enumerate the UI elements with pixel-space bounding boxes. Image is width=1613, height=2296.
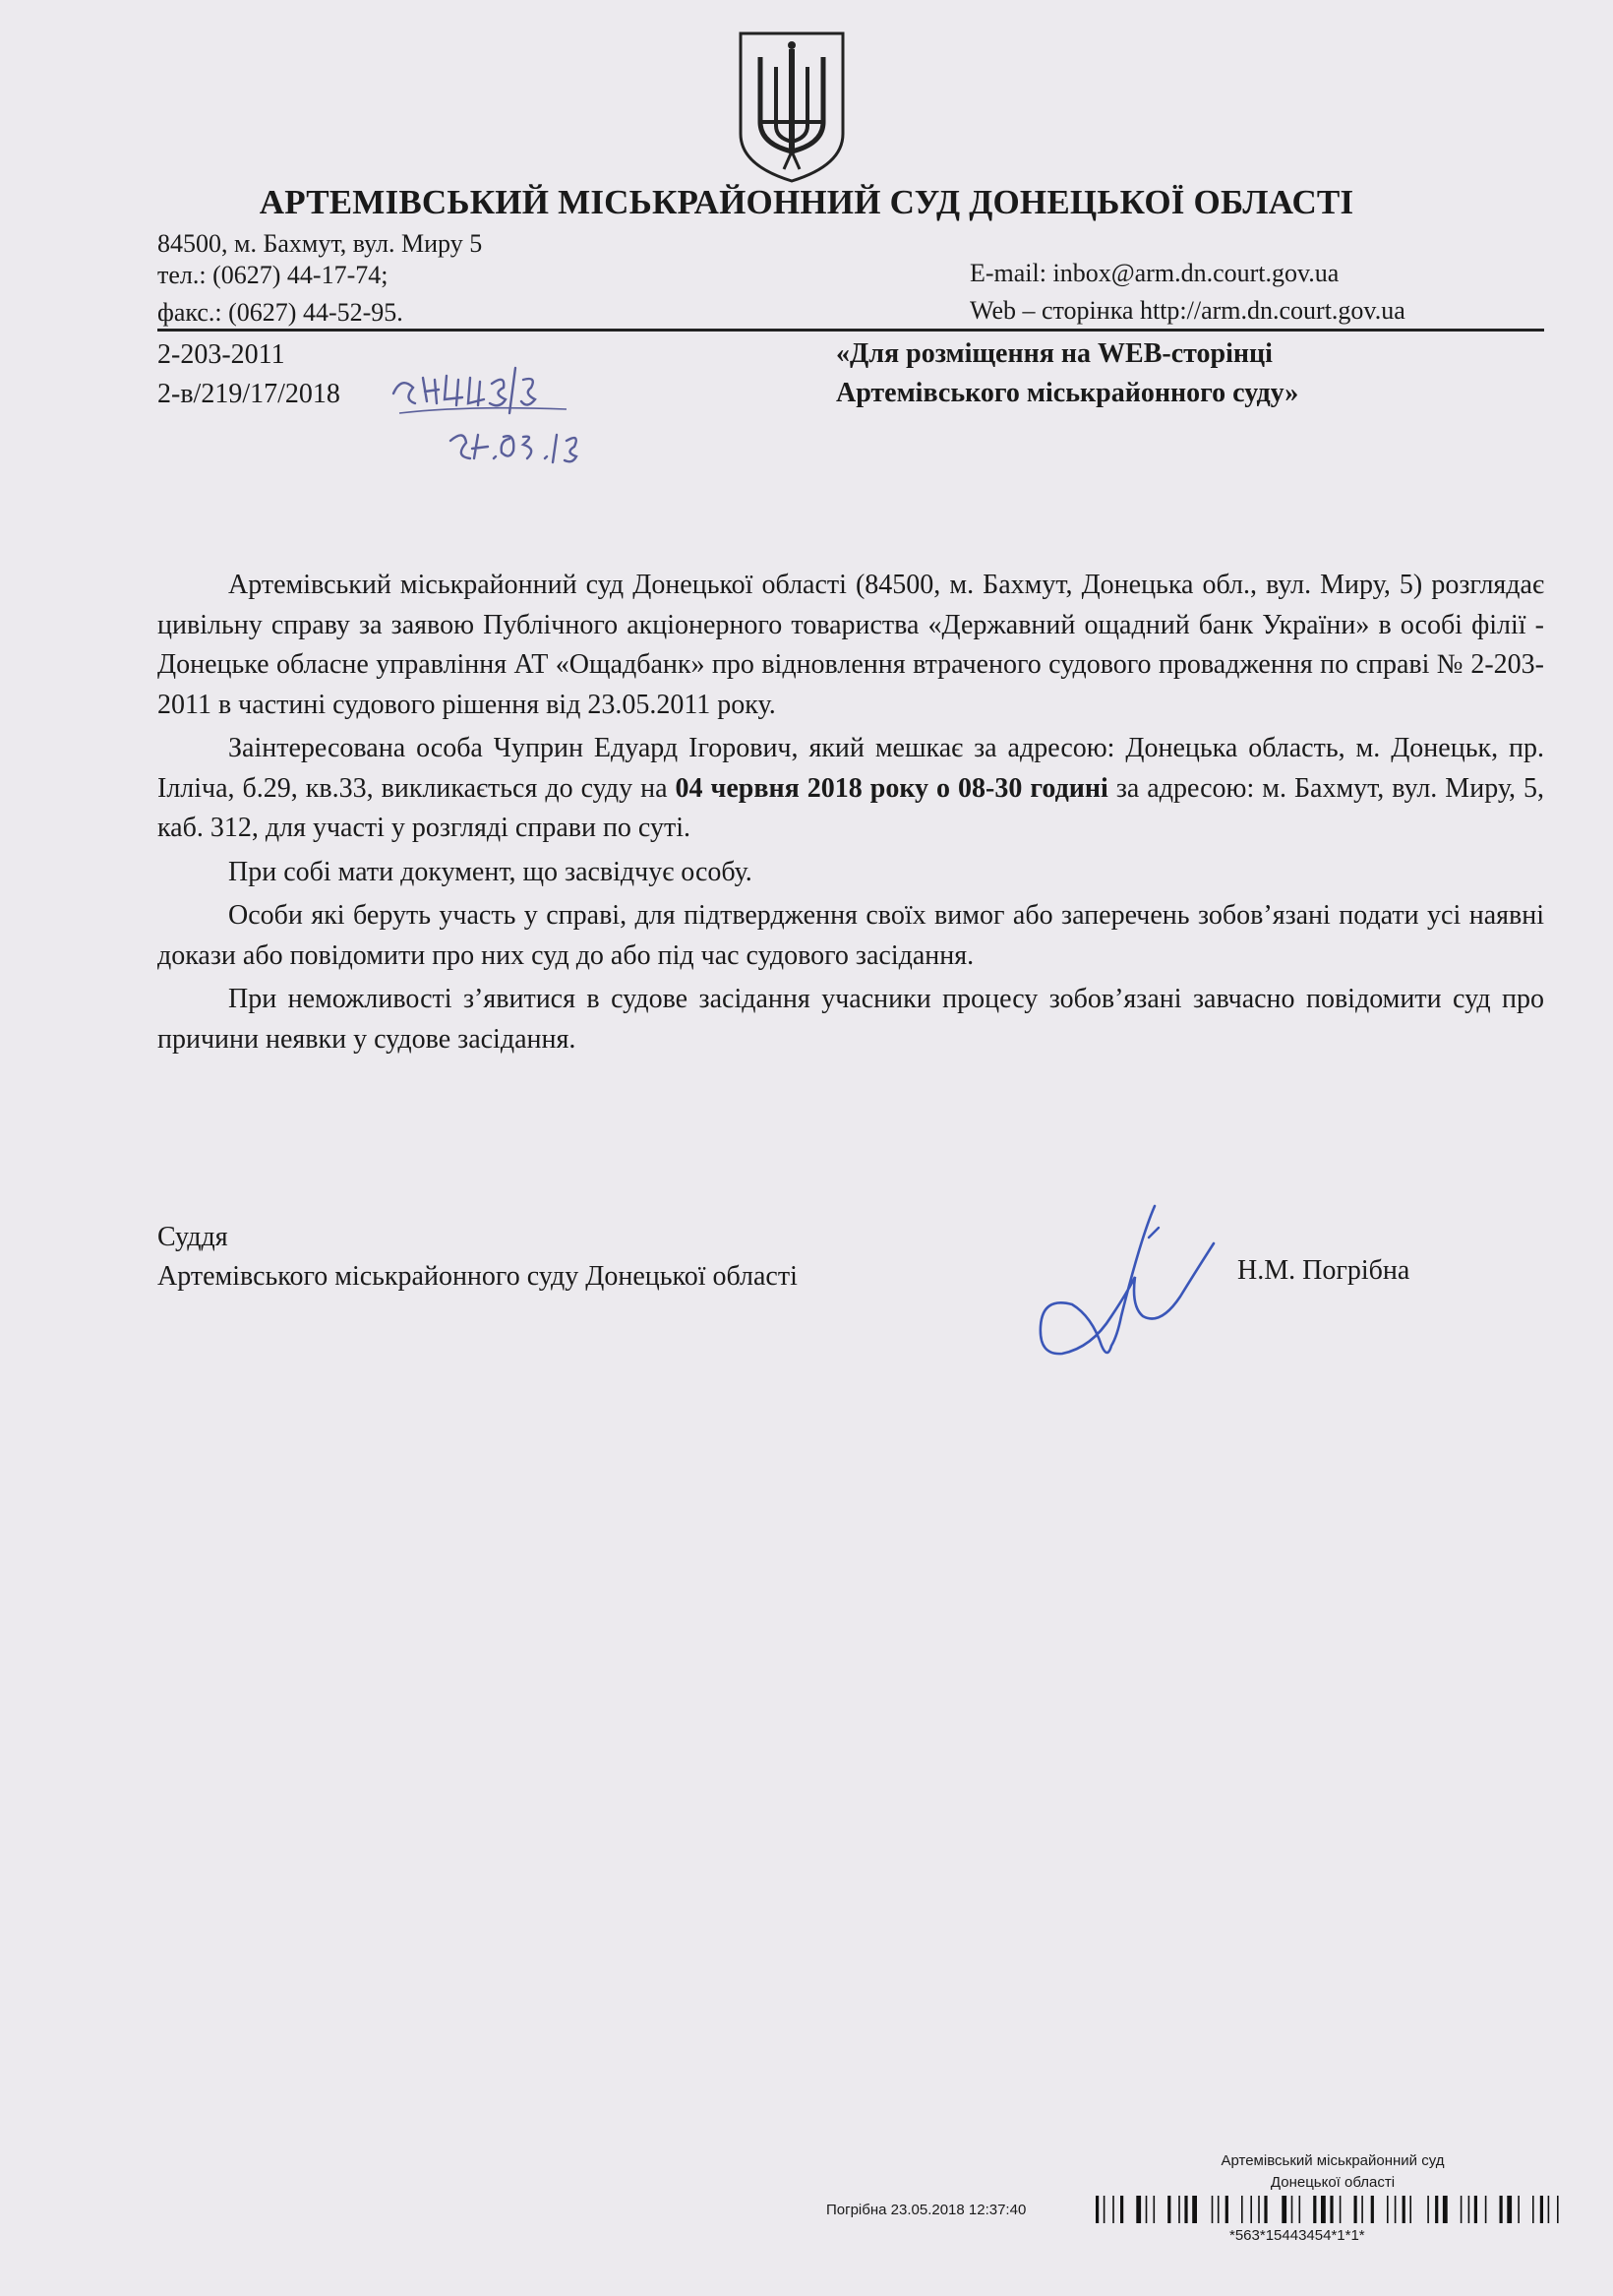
barcode-bar [1250, 2196, 1252, 2223]
barcode-bar [1427, 2196, 1429, 2223]
registration-court-line2: Донецької області [1270, 2174, 1396, 2191]
barcode-bar [1354, 2196, 1357, 2223]
barcode-bar [1313, 2196, 1316, 2223]
summons-text-end: за адресою: м. Бахмут, вул. Миру, 5, каб. 312, для участі у розгляді справи по суті. [157, 772, 1545, 843]
outgoing-number: 2-в/219/17/2018 [157, 379, 340, 409]
paragraph-id-document: При собі мати документ, що засвідчує особу. [228, 856, 752, 887]
barcode-bar [1387, 2196, 1389, 2223]
barcode-bar [1192, 2196, 1197, 2223]
barcode-bar [1557, 2196, 1559, 2223]
court-website: Web – сторінка http://arm.dn.court.gov.ua [970, 296, 1405, 325]
hearing-datetime: 04 червня 2018 року о 08-30 годині [675, 772, 1108, 804]
paragraph-evidence: Особи які беруть участь у справі, для підтвердження своїх вимог або заперечень зобов’язані подати усі наявні докази або повідомити про них суд до або під час судового засідання. [157, 900, 1544, 971]
judge-signature [1033, 1198, 1229, 1365]
barcode-bar [1241, 2196, 1243, 2223]
barcode-bar [1154, 2196, 1156, 2223]
judge-court: Артемівського міськрайонного суду Донецької області [157, 1261, 798, 1292]
web-note-line1: «Для розміщення на WEB-сторінці [836, 338, 1273, 369]
barcode-bar [1218, 2196, 1220, 2223]
barcode-bar [1403, 2196, 1405, 2223]
barcode-bar [1474, 2196, 1477, 2223]
barcode-bar [1548, 2196, 1550, 2223]
barcode-bar [1178, 2196, 1180, 2223]
barcode-bar [1461, 2196, 1463, 2223]
barcode-bar [1112, 2196, 1114, 2223]
barcode-bar [1468, 2196, 1470, 2223]
barcode-bar [1409, 2196, 1411, 2223]
barcode-bar [1518, 2196, 1520, 2223]
barcode-bar [1371, 2196, 1374, 2223]
barcode-bar [1225, 2196, 1228, 2223]
barcode-bar [1136, 2196, 1141, 2223]
barcode-bar [1321, 2196, 1326, 2223]
barcode-bar [1184, 2196, 1187, 2223]
barcode-bar [1532, 2196, 1534, 2223]
barcode-bar [1330, 2196, 1333, 2223]
web-publication-note [836, 334, 1298, 413]
barcode-bar [1146, 2196, 1148, 2223]
paragraph-absence-notice: При неможливості з’явитися в судове засідання учасники процесу зобов’язані завчасно повідомити суд про причини неявки у судове засідання. [157, 984, 1544, 1055]
barcode-bar [1258, 2196, 1260, 2223]
court-name: АРТЕМІВСЬКИЙ МІСЬКРАЙОННИЙ СУД ДОНЕЦЬКОЇ ОБЛАСТІ [259, 183, 1354, 221]
case-number: 2-203-2011 [157, 339, 285, 370]
court-address: 84500, м. Бахмут, вул. Миру 5 [157, 229, 483, 258]
header-divider [157, 329, 1544, 332]
barcode-bar [1299, 2196, 1301, 2223]
barcode-bar [1500, 2196, 1503, 2223]
barcode-bar [1096, 2196, 1099, 2223]
barcode-bar [1120, 2196, 1123, 2223]
barcode-bar [1167, 2196, 1170, 2223]
web-note-line2: Артемівського міськрайонного суду» [836, 378, 1299, 408]
coat-of-arms-icon [733, 28, 851, 185]
barcode-text: *563*15443454*1*1* [1229, 2227, 1365, 2244]
letter-body [157, 566, 1544, 1063]
handwritten-date [445, 423, 622, 472]
barcode-bar [1104, 2196, 1105, 2223]
barcode-bar [1340, 2196, 1342, 2223]
handwritten-registration-number [389, 354, 586, 423]
signature-block [157, 1218, 798, 1297]
barcode-bar [1435, 2196, 1438, 2223]
barcode-bar [1212, 2196, 1214, 2223]
court-phone: тел.: (0627) 44-17-74; [157, 261, 388, 289]
registration-stamp: Погрібна 23.05.2018 12:37:40 [826, 2202, 1027, 2218]
summons-text-start: Заінтересована особа Чуприн Едуард Ігорович, який мешкає за адресою: Донецька область, м. Донецьк, пр. Ілліча, б.29, кв.33, викликається до суду на [157, 733, 1544, 804]
court-fax: факс.: (0627) 44-52-95. [157, 298, 403, 327]
barcode-bar [1291, 2196, 1293, 2223]
barcode-bar [1443, 2196, 1448, 2223]
registration-court-line1: Артемівський міськрайонний суд [1221, 2152, 1445, 2169]
barcode-bar [1282, 2196, 1286, 2223]
barcode-bar [1264, 2196, 1267, 2223]
barcode-bar [1395, 2196, 1397, 2223]
barcode-bar [1361, 2196, 1363, 2223]
judge-title: Суддя [157, 1222, 228, 1252]
paragraph-summons [157, 729, 1544, 849]
barcode [1092, 2194, 1574, 2225]
paragraph-case-description: Артемівський міськрайонний суд Донецької області (84500, м. Бахмут, Донецька обл., вул. Миру, 5) розглядає цивільну справу за заявою Публічного акціонерного товариства «Державний ощадний банк України» в особі філії - Донецьке обласне управління АТ «Ощадбанк» про відновлення втраченого судового провадження по справі № 2-203-2011 в частині судового рішення від 23.05.2011 року. [157, 570, 1544, 720]
court-email: E-mail: inbox@arm.dn.court.gov.ua [970, 259, 1340, 287]
barcode-bar [1507, 2196, 1512, 2223]
barcode-bar [1485, 2196, 1487, 2223]
judge-name: Н.М. Погрібна [1237, 1255, 1410, 1286]
barcode-bar [1540, 2196, 1543, 2223]
